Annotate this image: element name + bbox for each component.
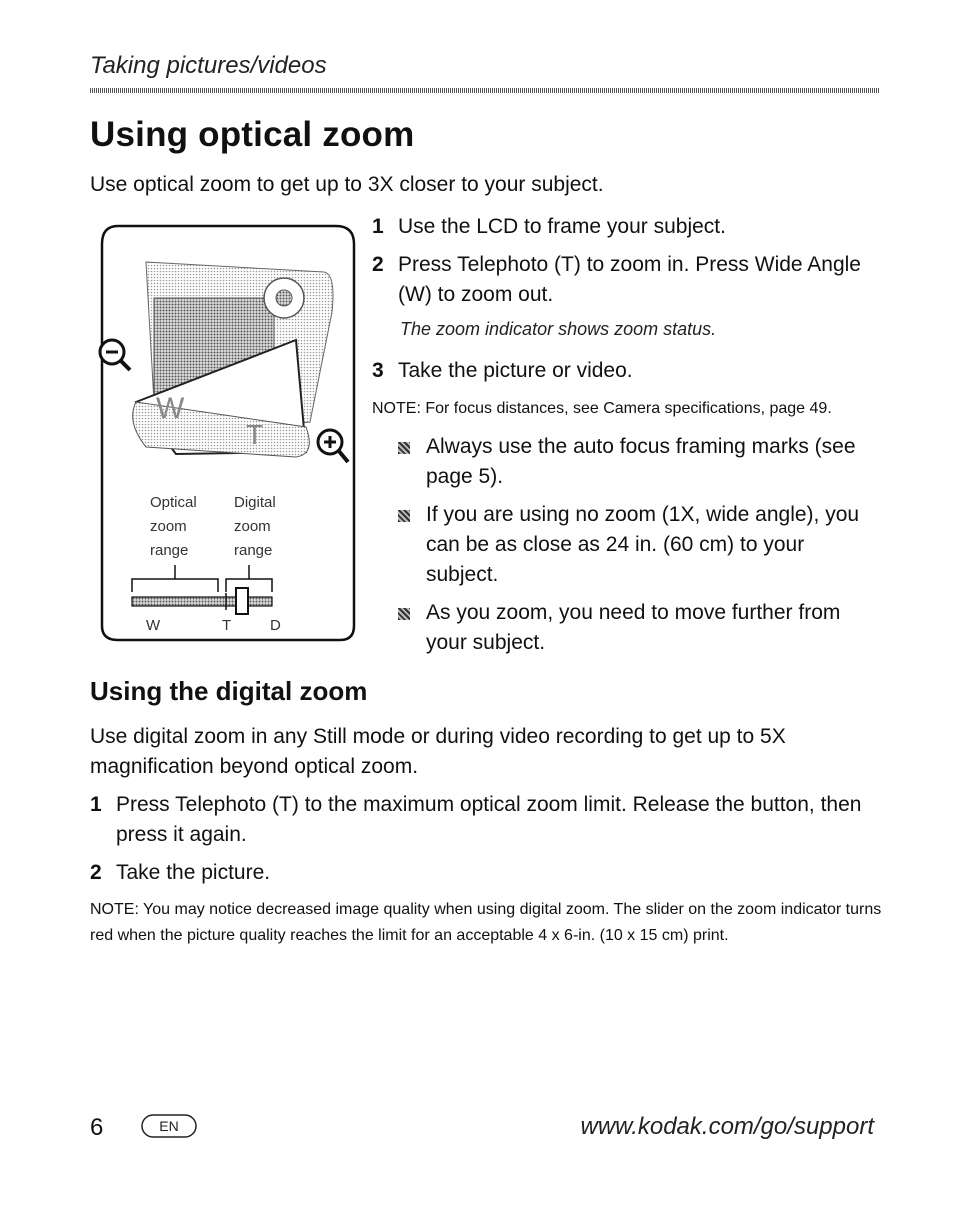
digital-zoom-intro: Use digital zoom in any Still mode or during video recording to get up to 5X magnification beyond optical zoom. [90, 725, 786, 778]
optical-zoom-title: Using optical zoom [90, 115, 415, 154]
svg-text:EN: EN [159, 1118, 179, 1134]
scale-w-label: W [146, 617, 161, 634]
bullet-item: As you zoom, you need to move further from your subject. [398, 598, 878, 658]
zoom-indicator-bar [132, 588, 272, 614]
digital-step-2: 2 Take the picture. [90, 861, 271, 884]
language-badge-icon [140, 1113, 198, 1139]
camera-w-label: W [156, 392, 185, 425]
digital-zoom-title: Using the digital zoom [90, 676, 368, 706]
camera-t-label: T [246, 419, 264, 450]
scale-t-label: T [222, 617, 232, 634]
digital-range-label: Digital zoom range [234, 494, 276, 559]
zoom-diagram [96, 222, 358, 662]
section-header: Taking pictures/videos [90, 52, 327, 79]
digital-step-1: 1 Press Telephoto (T) to the maximum optical zoom limit. Release the button, then press it again. [90, 793, 862, 846]
bullet-icon [398, 608, 410, 620]
optical-step-3: 3 Take the picture or video. [372, 359, 633, 382]
zoom-slider-thumb [236, 588, 248, 614]
digital-zoom-note: NOTE: You may notice decreased image quality when using digital zoom. The slider on the zoom indicator turns red when the picture quality reaches the limit for an acceptable 4 x 6-in. (10 x 15 cm) print. [90, 901, 882, 944]
zoom-in-icon [318, 430, 348, 462]
optical-step-2: 2 Press Telephoto (T) to zoom in. Press Wide Angle (W) to zoom out. [372, 253, 861, 306]
bullet-item: Always use the auto focus framing marks (see page 5). [398, 432, 878, 492]
support-url[interactable]: www.kodak.com/go/support [580, 1113, 874, 1140]
scale-d-label: D [270, 617, 281, 634]
zoom-out-icon [100, 340, 130, 370]
range-brackets [132, 565, 272, 592]
optical-step-1: 1 Use the LCD to frame your subject. [372, 215, 726, 238]
bullet-icon [398, 510, 410, 522]
camera-illustration [133, 262, 333, 457]
page-number: 6 [90, 1114, 104, 1141]
optical-zoom-intro: Use optical zoom to get up to 3X closer to your subject. [90, 173, 604, 196]
optical-range-label: Optical zoom range [150, 494, 197, 559]
header-divider [90, 88, 880, 93]
bullet-icon [398, 442, 410, 454]
focus-distance-note: NOTE: For focus distances, see Camera specifications, page 49. [372, 400, 832, 417]
bullet-item: If you are using no zoom (1X, wide angle), you can be as close as 24 in. (60 cm) to your subject. [398, 500, 878, 590]
zoom-status-hint: The zoom indicator shows zoom status. [400, 319, 717, 339]
